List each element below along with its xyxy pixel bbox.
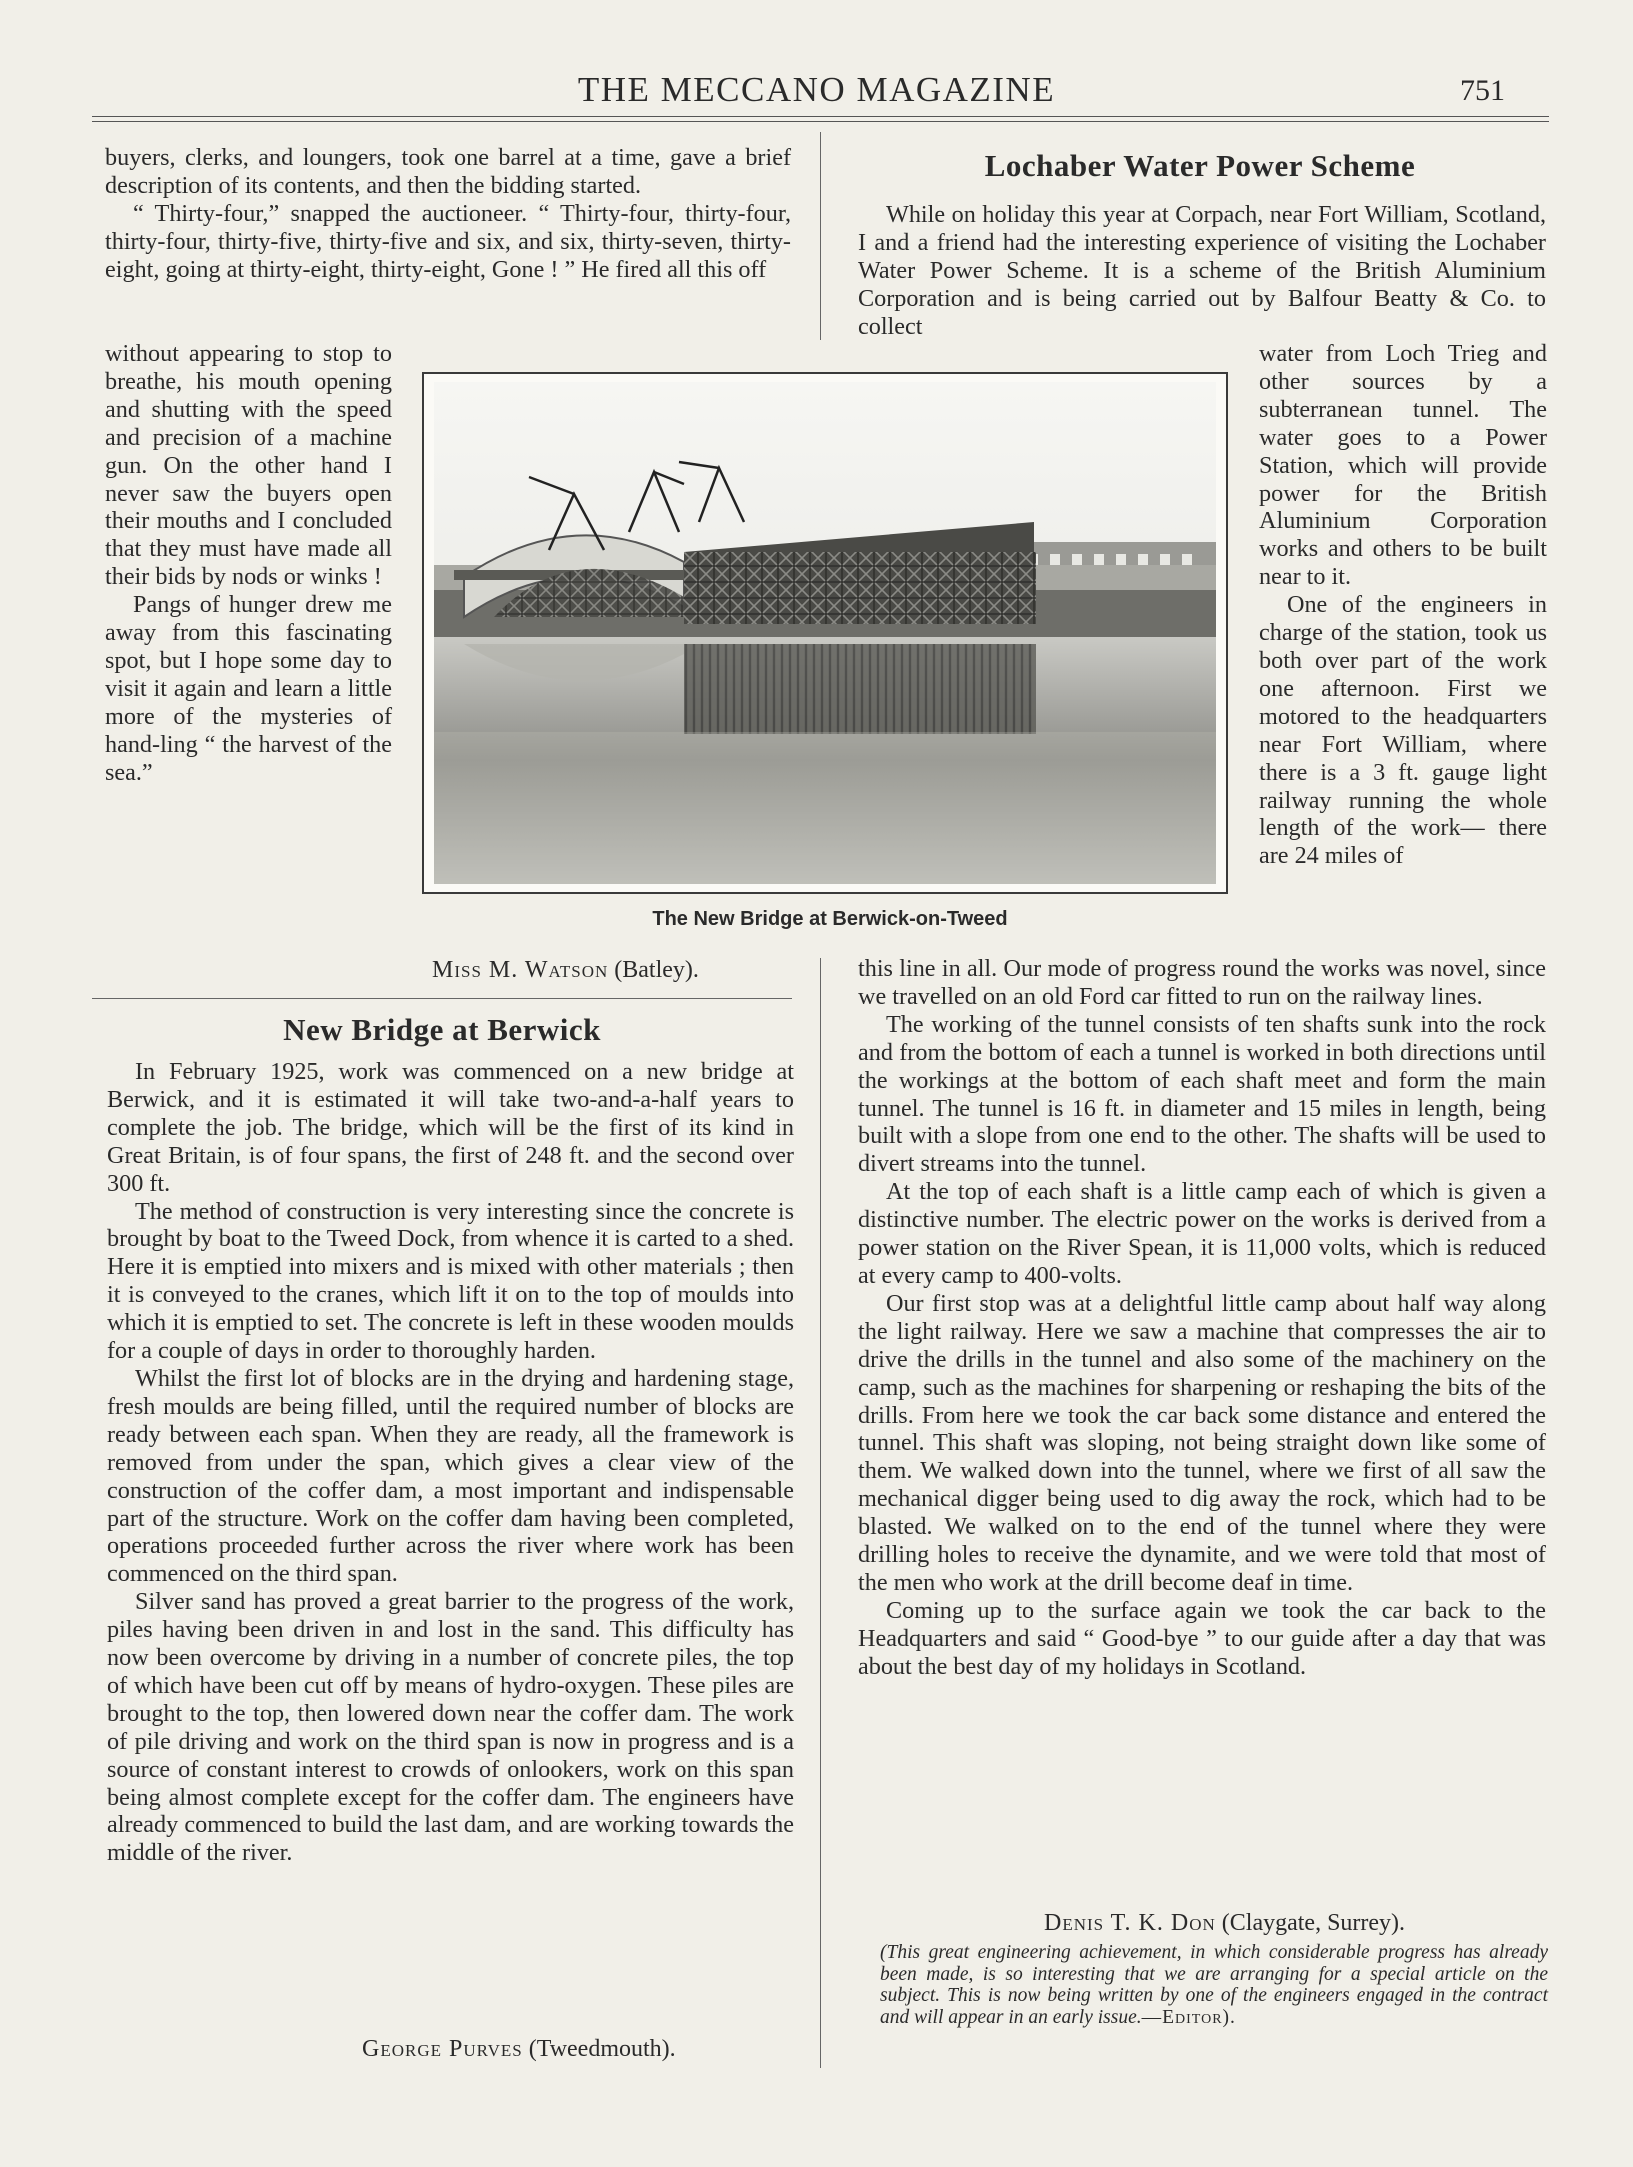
header-rule-double [92,121,1549,122]
editor-note [880,1942,1548,2028]
photo-caption: The New Bridge at Berwick-on-Tweed [652,908,1008,930]
header-rule [92,116,1549,117]
signature [432,957,699,984]
signature [1044,1910,1405,1937]
paragraph: The method of construction is very interesting since the concrete is brought by boat to the Tweed Dock, from whence it is carted to a shed. Here it is emptied into mixers and is mixed with other materials ; then it is conveyed to the cranes, which lift it on to the top of moulds into which it is emptied to set. The concrete is left in these wooden moulds for a couple of days in order to thoroughly harden. [107,1197,794,1365]
article-heading: New Bridge at Berwick [283,1012,601,1047]
paragraph: Coming up to the surface again we took the car back to the Headquarters and said “ Good-bye ” to our guide after a day that was about the best day of my holidays in Scotland. [858,1596,1546,1680]
column-divider-top [820,132,821,340]
page-number: 751 [1460,74,1505,107]
paragraph: Whilst the first lot of blocks are in the drying and hardening stage, fresh moulds are being filled, until the required number of blocks are ready between each span. When they are ready, all the framework is removed from under the span, which gives a clear view of the construction of the coffer dam, a most important and indispensable part of the structure. Work on the coffer dam having been completed, operations proceeded further across the river where work has been commenced on the third span. [107,1364,794,1588]
left-column-narrow-text [105,340,392,787]
author-name: Miss M. Watson [432,957,609,983]
magazine-title: THE MECCANO MAGAZINE [577,70,1056,109]
paragraph: without appearing to stop to breathe, his mouth opening and shutting with the speed and precision of a machine gun. On the other hand I never saw the buyers open their mouths and I concluded that they must have made all their bids by nods or winks ! [105,340,392,591]
paragraph: buyers, clerks, and loungers, took one barrel at a time, gave a brief description of its contents, and then the bidding started. [105,144,791,199]
lochaber-narrow-text [1259,340,1547,870]
paragraph: In February 1925, work was commenced on a new bridge at Berwick, and it is estimated it will take two-and-a-half years to complete the job. The bridge, which will be the first of its kind in Great Britain, is of four spans, the first of 248 ft. and the second over 300 ft. [107,1058,794,1197]
paragraph: this line in all. Our mode of progress round the works was novel, since we travelled on an old Ford car fitted to run on the railway lines. [858,955,1546,1010]
author-place: (Batley). [614,957,699,983]
paragraph: One of the engineers in charge of the station, took us both over part of the work one afternoon. First we motored to the headquarters near Fort William, where there is a 3 ft. gauge light railway running the whole length of the work— there are 24 miles of [1259,591,1547,870]
paragraph: Silver sand has proved a great barrier to the progress of the work, piles having been driven in and lost in the sand. This difficulty has now been overcome by driving in a number of concrete piles, the top of which have been cut off by means of hydro-oxygen. These piles are brought to the top, then lowered down near the coffer dam. The work of pile driving and work on the third span is now in progress and is a source of constant interest to crowds of onlookers, work on this span being almost complete except for the coffer dam. The engineers have already commenced to build the last dam, and are working towards the middle of the river. [107,1588,794,1867]
paragraph: Our first stop was at a delightful little camp about half way along the light railway. Here we saw a machine that compresses the air to drive the drills in the tunnel and also some of the machinery on the camp, such as the machines for sharpening or reshaping the bits of the drills. From here we took the car back some distance and entered the tunnel. This shaft was sloping, not being straight down like some of them. We walked down into the tunnel, where we first of all saw the mechanical digger being used to dig away the rock, which had to be blasted. We walked on to the end of the tunnel where they were drilling holes to receive the dynamite, and we were told that most of the men who work at the drill become deaf in time. [858,1289,1546,1596]
column-divider-bottom [820,958,821,2068]
lochaber-article-body [858,955,1546,1681]
left-column-top-text [105,144,791,284]
editor-note-text: (This great engineering achievement, in which considerable progress has already been made, is so interesting that we are arranging for a special article on the subject. This is now being written by one of the engineers engaged in the contract and will appear in an early issue. [880,1942,1548,2028]
paragraph: “ Thirty-four,” snapped the auctioneer. “ Thirty-four, thirty-four, thirty-four, thirty-five, thirty-five and six, and six, thirty-seven, thirty-eight, going at thirty-eight, thirty-eight, Gone ! ” He fired all this off [105,199,791,283]
article-heading: Lochaber Water Power Scheme [984,148,1416,183]
paragraph: water from Loch Trieg and other sources by a subterranean tunnel. The water goes to a Power Station, which will provide power for the British Aluminium Corporation works and others to be built near to it. [1259,340,1547,591]
article-divider [92,998,792,999]
lochaber-intro-text [858,201,1546,341]
author-name: George Purves [362,2036,523,2062]
bridge-photo [422,372,1228,894]
signature [362,2036,676,2063]
author-place: (Tweedmouth). [528,2036,676,2062]
author-name: Denis T. K. Don [1044,1910,1216,1936]
author-place: (Claygate, Surrey). [1221,1910,1406,1936]
paragraph: Pangs of hunger drew me away from this fascinating spot, but I hope some day to visit it again and learn a little more of the mysteries of hand-ling “ the harvest of the sea.” [105,591,392,786]
paragraph: The working of the tunnel consists of ten shafts sunk into the rock and from the bottom of each a tunnel is worked in both directions until the workings at the bottom of each shaft meet and form the main tunnel. The tunnel is 16 ft. in diameter and 15 miles in length, being built with a slope from one end to the other. The shafts will be used to divert streams into the tunnel. [858,1010,1546,1178]
editor-label: —Editor). [1141,2006,1236,2028]
bridge-photo-image [434,382,1216,884]
paragraph: At the top of each shaft is a little camp each of which is given a distinctive number. The electric power on the works is derived from a power station on the River Spean, it is 11,000 volts, which is reduced at every camp to 400-volts. [858,1178,1546,1289]
berwick-article-body [107,1058,794,1867]
paragraph: While on holiday this year at Corpach, near Fort William, Scotland, I and a friend had the interesting experience of visiting the Lochaber Water Power Scheme. It is a scheme of the British Aluminium Corporation and is being carried out by Balfour Beatty & Co. to collect [858,201,1546,340]
